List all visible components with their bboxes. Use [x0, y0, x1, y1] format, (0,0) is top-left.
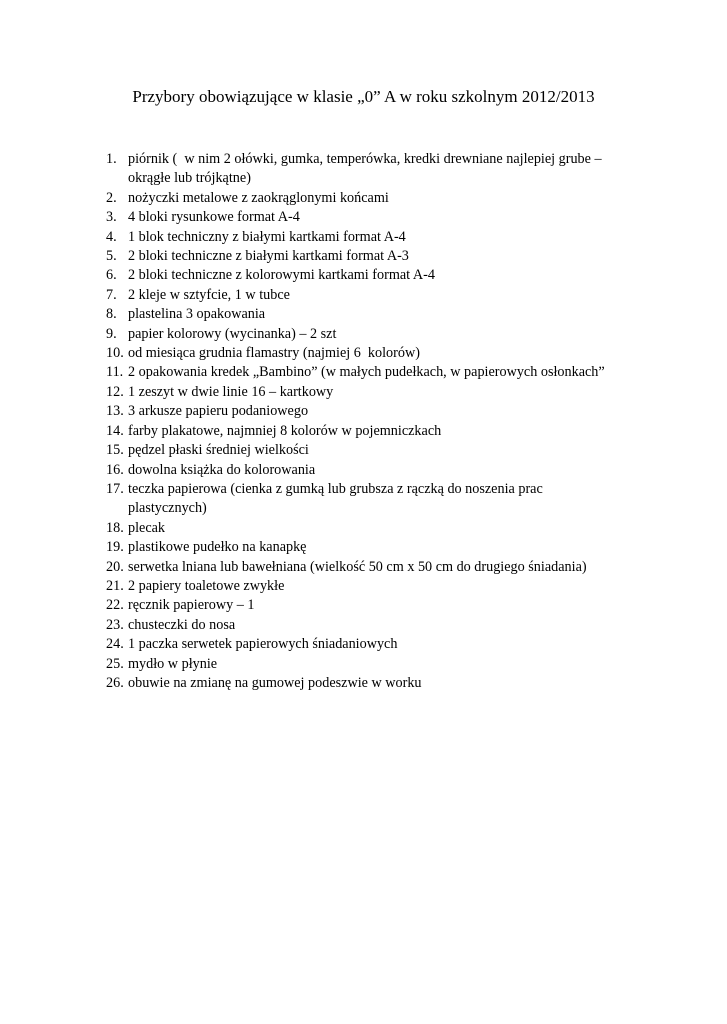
list-item-text: 2 papiery toaletowe zwykłe [128, 577, 285, 594]
list-item-number: 6. [106, 267, 117, 284]
list-item-number: 7. [106, 286, 117, 303]
list-item-number: 22. [106, 597, 124, 614]
list-item-number: 13. [106, 403, 124, 420]
list-item-text: obuwie na zmianę na gumowej podeszwie w worku [128, 674, 422, 691]
list-item-text: pędzel płaski średniej wielkości [128, 442, 309, 459]
list-item-number: 16. [106, 461, 124, 478]
list-item [106, 422, 626, 441]
list-item [106, 674, 626, 693]
list-item-text: farby plakatowe, najmniej 8 kolorów w pojemniczkach [128, 422, 442, 439]
list-item-number: 18. [106, 519, 124, 536]
list-item-text: od miesiąca grudnia flamastry (najmiej 6 kolorów) [128, 345, 420, 362]
list-item [106, 480, 626, 519]
list-item-text: plastelina 3 opakowania [128, 306, 266, 323]
list-item-text: serwetka lniana lub bawełniana (wielkość 50 cm x 50 cm do drugiego śniadania) [128, 558, 587, 575]
list-item-text: 2 opakowania kredek „Bambino” (w małych pudełkach, w papierowych osłonkach” [128, 364, 605, 381]
list-item-text: dowolna książka do kolorowania [128, 461, 316, 478]
list-item [106, 461, 626, 480]
list-item [106, 616, 626, 635]
list-item-text: papier kolorowy (wycinanka) – 2 szt [128, 325, 337, 342]
list-item-number: 9. [106, 325, 117, 342]
list-item-text: 2 bloki techniczne z kolorowymi kartkami format A-4 [128, 267, 435, 284]
list-item [106, 325, 626, 344]
list-item [106, 344, 626, 363]
list-item [106, 363, 626, 382]
list-item-text: 1 zeszyt w dwie linie 16 – kartkowy [128, 383, 334, 400]
list-item [106, 577, 626, 596]
list-item [106, 635, 626, 654]
list-item-text: nożyczki metalowe z zaokrąglonymi końcami [128, 189, 389, 206]
document-title: Przybory obowiązujące w klasie „0” A w roku szkolnym 2012/2013 [132, 87, 595, 106]
list-item-text: 2 kleje w sztyfcie, 1 w tubce [128, 286, 290, 303]
list-item [106, 383, 626, 402]
list-item-text: 4 bloki rysunkowe format A-4 [128, 209, 300, 226]
list-item-text: 3 arkusze papieru podaniowego [128, 403, 309, 420]
list-item-number: 10. [106, 345, 124, 362]
list-item-number: 4. [106, 228, 117, 245]
list-item [106, 441, 626, 460]
list-item [106, 247, 626, 266]
list-item-number: 14. [106, 422, 124, 439]
list-item-text: ręcznik papierowy – 1 [128, 597, 255, 614]
list-item-number: 5. [106, 248, 117, 265]
list-item [106, 519, 626, 538]
list-item [106, 558, 626, 577]
supplies-list [106, 150, 626, 693]
list-item-number: 12. [106, 383, 124, 400]
list-item [106, 189, 626, 208]
list-item [106, 655, 626, 674]
list-item [106, 538, 626, 557]
list-item-number: 19. [106, 539, 124, 556]
list-item-number: 2. [106, 189, 117, 206]
list-item-text: mydło w płynie [128, 655, 218, 672]
list-item-text: plastikowe pudełko na kanapkę [128, 539, 307, 556]
list-item-number: 17. [106, 480, 124, 497]
list-item [106, 286, 626, 305]
list-item-number: 21. [106, 577, 124, 594]
list-item-text: piórnik ( w nim 2 ołówki, gumka, temperówka, kredki drewniane najlepiej grube – okrągłe lub trójkątne) [128, 151, 602, 187]
list-item-number: 8. [106, 306, 117, 323]
list-item [106, 305, 626, 324]
list-item-number: 20. [106, 558, 124, 575]
list-item-number: 15. [106, 442, 124, 459]
list-item-number: 11. [106, 364, 124, 381]
list-item-text: 1 paczka serwetek papierowych śniadaniowych [128, 636, 398, 653]
list-item [106, 402, 626, 421]
list-item-text: 1 blok techniczny z białymi kartkami format A-4 [128, 228, 406, 245]
list-item [106, 596, 626, 615]
list-item-text: teczka papierowa (cienka z gumką lub grubsza z rączką do noszenia prac plastycznych) [128, 480, 543, 517]
list-item [106, 150, 626, 189]
list-item-text: plecak [128, 519, 166, 536]
list-item [106, 228, 626, 247]
list-item [106, 208, 626, 227]
list-item-number: 3. [106, 209, 117, 226]
list-item-number: 24. [106, 636, 124, 653]
list-item-number: 26. [106, 674, 124, 691]
list-item-text: chusteczki do nosa [128, 616, 236, 633]
list-item-text: 2 bloki techniczne z białymi kartkami format A-3 [128, 248, 409, 265]
list-item-number: 25. [106, 655, 124, 672]
list-item-number: 23. [106, 616, 124, 633]
list-item [106, 266, 626, 285]
list-item-number: 1. [106, 151, 117, 167]
